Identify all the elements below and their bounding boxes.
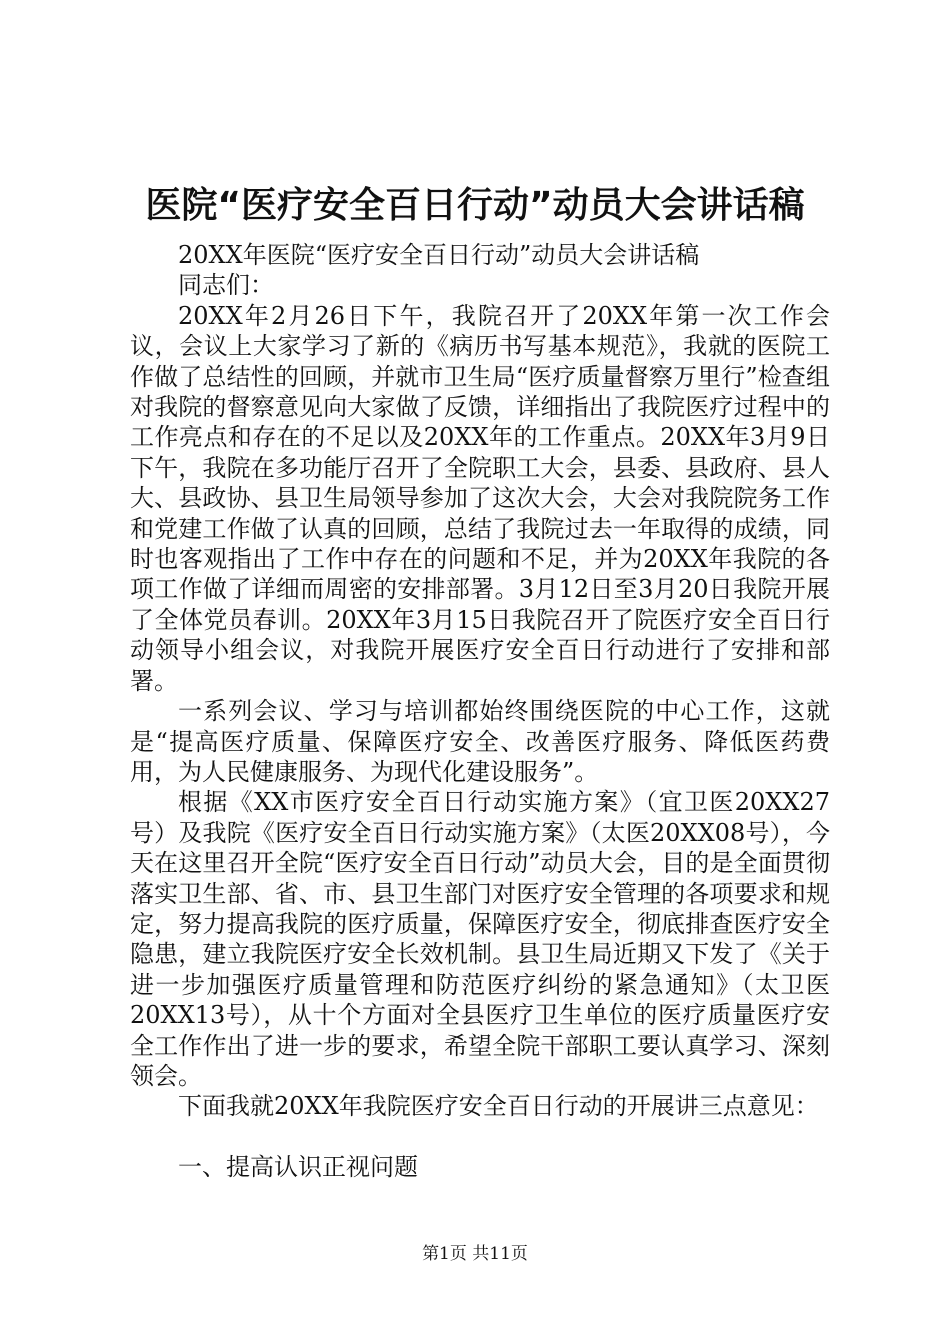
body-paragraph: 下面我就20XX年我院医疗安全百日行动的开展讲三点意见： [178, 1092, 819, 1121]
body-paragraph: 根据《XX市医疗安全百日行动实施方案》（宜卫医20XX27号）及我院《医疗安全百日行动实施方案》（太医20XX08号），今天在这里召开全院“医疗安全百日行动”动员大会，目的是全面贯彻落实卫生部、省、市、县卫生部门对医疗安全管理的各项要求和规定，努力提高我院的医疗质量，保障医疗安全，彻底排查医疗安全隐患，建立我院医疗安全长效机制。县卫生局近期又下发了《关于进一步加强医疗质量管理和防范医疗纠纷的紧急通知》（太卫医20XX13号），从十个方面对全县医疗卫生单位的医疗质量医疗安全工作作出了进一步的要求，希望全院干部职工要认真学习、深刻领会。 [130, 788, 830, 1090]
body-paragraph: 20XX年2月26日下午，我院召开了20XX年第一次工作会议，会议上大家学习了新的《病历书写基本规范》，我就的医院工作做了总结性的回顾，并就市卫生局“医疗质量督察万里行”检查组对我院的督察意见向大家做了反馈，详细指出了我院医疗过程中的工作亮点和存在的不足以及20XX年的工作重点。20XX年3月9日下午，我院在多功能厅召开了全院职工大会，县委、县政府、县人大、县政协、县卫生局领导参加了这次大会，大会对我院院务工作和党建工作做了认真的回顾，总结了我院过去一年取得的成绩，同时也客观指出了工作中存在的问题和不足，并为20XX年我院的各项工作做了详细而周密的安排部署。3月12日至3月20日我院开展了全体党员春训。20XX年3月15日我院召开了院医疗安全百日行动领导小组会议，对我院开展医疗安全百日行动进行了安排和部署。 [130, 301, 830, 695]
page-footer: 第1页 共11页 [422, 1244, 528, 1264]
salutation-paragraph: 同志们： [178, 271, 274, 300]
document-body [130, 240, 830, 1182]
section-heading: 一、提高认识正视问题 [178, 1152, 418, 1181]
body-paragraph: 一系列会议、学习与培训都始终围绕医院的中心工作，这就是“提高医疗质量、保障医疗安全、改善医疗服务、降低医药费用，为人民健康服务、为现代化建设服务”。 [130, 697, 830, 786]
subtitle-paragraph: 20XX年医院“医疗安全百日行动”动员大会讲话稿 [178, 241, 700, 269]
document-title: 医院“医疗安全百日行动”动员大会讲话稿 [145, 185, 805, 226]
